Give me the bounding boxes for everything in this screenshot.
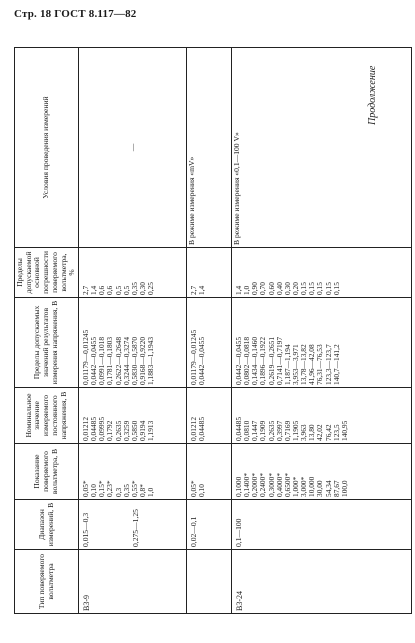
col-range-header: Диапазон измерений, В <box>15 500 79 550</box>
cell-conditions: В режиме измерения «mV» <box>187 48 232 248</box>
cell-nominal: 0,01212 0,04485 <box>187 388 232 444</box>
cell-limits-calc: 0,01179—0,01245 0,0442—0,0455 0,0991—0,1018 0,1781—0,1803 0,2622—0,2648 0,3244—0,3274 0,5830—0,5870 0,9168—0,9220 1,1883—1,1943 <box>79 298 187 388</box>
verification-table <box>14 47 412 614</box>
continuation-label: Продолжение <box>367 65 378 125</box>
table-row <box>79 48 187 614</box>
col-conditions-header: Условия проведения измерений <box>15 48 79 248</box>
cell-range: 0,02—0,1 <box>187 500 232 550</box>
cell-nominal: 0,01212 0,04485 0,09995 0,1792 0,2635 0,3259 0,5850 0,9194 1,1913 <box>79 388 187 444</box>
cell-limits-err: 1,4 1,0 0,90 0,70 0,60 0,40 0,30 0,20 0,15 0,15 0,15 0,15 0,15 <box>232 248 412 298</box>
table-frame <box>14 48 409 614</box>
cell-conditions: В режиме измерения «0,1—100 V» <box>232 48 412 248</box>
cell-type: В3-9 <box>79 550 187 614</box>
header-row <box>15 48 79 614</box>
cell-type <box>187 550 232 614</box>
rotated-table <box>14 48 409 614</box>
col-limits-err-header: Пределы допускаемой основной погрешности поверяемого вольтметра, % <box>15 248 79 298</box>
range-b: 0,275—1,25 <box>131 509 140 547</box>
cell-type: В3-24 <box>232 550 412 614</box>
cell-nominal: 0,04485 0,0810 0,1447 0,1909 0,2635 0,3997 0,7169 1,1905 3,963 13,80 42,02 76,42 123,5 140,95 <box>232 388 412 444</box>
table-row <box>232 48 412 614</box>
cell-limits-calc: 0,0442—0,0455 0,0802—0,0818 0,1434—0,1460 0,1896—0,1922 0,2619—0,2651 0,7141—0,7197 1,187—1,194 3,953—3,971 13,78—13,82 41,96—42,08 76,31—76,53 123,3—123,7 140,7—141,2 <box>232 298 412 388</box>
cell-range: 0,1—100 <box>232 500 412 550</box>
cell-indication: 0,1000 0,1400* 0,2000* 0,2400* 0,3000* 0,4000* 0,6500* 1,000* 3,000* 10,000 30,00 54,34 87,67 100,0 <box>232 444 412 500</box>
cell-range <box>79 500 187 550</box>
col-nominal-header: Номинальное значение измеряемого постоянного напряжения, В <box>15 388 79 444</box>
cell-indication: 0,05* 0,10 0,15* 0,23* 0,3 0,35 0,55* 0,8* 1,0 <box>79 444 187 500</box>
cell-conditions: — <box>79 48 187 248</box>
range-a: 0,015—0,3 <box>81 512 91 547</box>
cell-indication: 0,05* 0,10 <box>187 444 232 500</box>
table-row <box>187 48 232 614</box>
cell-limits-calc: 0,01179—0,01245 0,0442—0,0455 <box>187 298 232 388</box>
col-indication-header: Показание поверяемого вольтметра, В <box>15 444 79 500</box>
cell-limits-err: 2,7 1,4 <box>187 248 232 298</box>
cell-limits-err: 2,7 1,4 0,6 0,6 0,5 0,5 0,35 0,30 0,25 <box>79 248 187 298</box>
page-header: Стр. 18 ГОСТ 8.117—82 <box>14 8 137 20</box>
col-type-header: Тип поверяемого вольтметра <box>15 550 79 614</box>
col-limits-calc-header: Пределы допускаемых значений результатов измерения напряжения, В <box>15 298 79 388</box>
